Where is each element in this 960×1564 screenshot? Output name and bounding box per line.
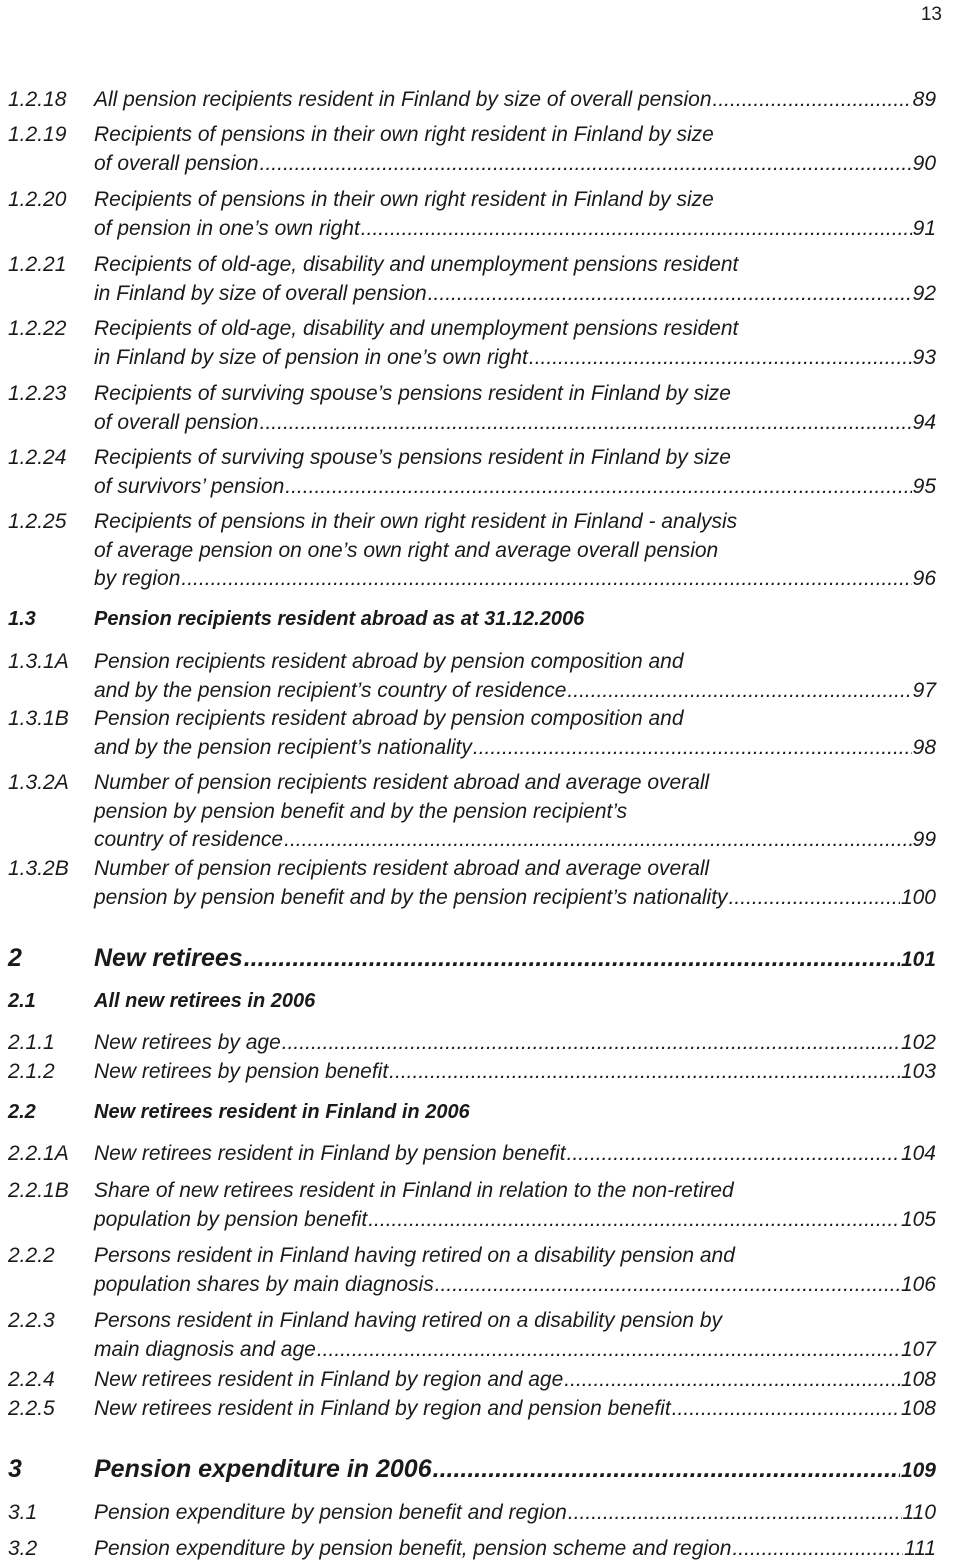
toc-page-number[interactable]: 95	[912, 474, 936, 498]
toc-entry-number: 3.2	[8, 1537, 38, 1560]
toc-dot-leader	[433, 1455, 900, 1484]
toc-entry-title: of overall pension	[94, 151, 259, 175]
toc-entry-body	[94, 987, 936, 1016]
toc-entry-number: 1.3.2A	[8, 771, 69, 794]
toc-entry-title: New retirees resident in Finland by pension benefit	[94, 1142, 566, 1165]
toc-dot-leader	[428, 280, 912, 309]
toc-entry-title: Number of pension recipients resident abroad and average overall	[94, 857, 710, 880]
toc-entry-body	[94, 1535, 936, 1564]
toc-entry-line	[94, 1206, 936, 1235]
toc-entry-number: 1.2.18	[8, 88, 67, 111]
toc-dot-leader	[567, 677, 911, 706]
toc-entry-line	[94, 1455, 936, 1484]
toc-entry-body	[94, 648, 936, 705]
toc-dot-leader	[713, 86, 912, 115]
toc-entry-line	[94, 769, 936, 798]
toc-entry-title: of pension in one’s own right	[94, 216, 360, 240]
toc-entry-line	[94, 186, 936, 215]
toc-entry-number: 1.2.24	[8, 446, 67, 469]
toc-entry-number: 1.3.1A	[8, 650, 69, 673]
toc-page-number[interactable]: 106	[900, 1272, 936, 1296]
toc-entry-body	[94, 1455, 936, 1484]
toc-entry-title: pension by pension benefit and by the pension recipient’s	[94, 799, 628, 823]
toc-dot-leader	[361, 215, 912, 244]
toc-entry-body	[94, 944, 936, 973]
toc-entry-line	[94, 1271, 936, 1300]
toc-entry-line	[94, 987, 936, 1016]
toc-entry-title: Recipients of old-age, disability and unemployment pensions resident	[94, 253, 739, 276]
toc-entry-body	[94, 186, 936, 243]
toc-page-number[interactable]: 90	[912, 151, 936, 175]
toc-entry-title: in Finland by size of pension in one’s own right	[94, 345, 528, 369]
toc-entry-line	[94, 1395, 936, 1424]
toc-entry-line	[94, 1242, 936, 1271]
toc-dot-leader	[389, 1058, 900, 1087]
toc-entry-body	[94, 380, 936, 437]
toc-entry-line	[94, 705, 936, 734]
toc-entry-number: 1.3.1B	[8, 707, 69, 730]
toc-entry-title: Recipients of surviving spouse’s pensions resident in Finland by size	[94, 446, 731, 469]
toc-entry-title: All pension recipients resident in Finland by size of overall pension	[94, 88, 712, 111]
toc-entry-title: Recipients of pensions in their own right resident in Finland by size	[94, 188, 714, 211]
toc-entry-number: 2.2.1B	[8, 1179, 69, 1202]
toc-dot-leader	[529, 344, 912, 373]
toc-dot-leader	[317, 1336, 900, 1365]
toc-entry-title: Pension expenditure by pension benefit and region	[94, 1501, 567, 1524]
toc-entry-line	[94, 280, 936, 309]
toc-page-number[interactable]: 105	[900, 1207, 936, 1231]
toc-dot-leader	[473, 734, 912, 763]
toc-entry-body	[94, 1499, 936, 1528]
toc-entry-line	[94, 855, 936, 884]
toc-entry-line	[94, 1307, 936, 1336]
toc-entry-body	[94, 121, 936, 178]
toc-entry-title: Share of new retirees resident in Finland in relation to the non-retired	[94, 1179, 734, 1202]
toc-entry-body	[94, 86, 936, 115]
toc-entry-title: Pension recipients resident abroad by pension composition and	[94, 650, 684, 673]
toc-page-number[interactable]: 102	[900, 1031, 936, 1054]
toc-entry-line	[94, 826, 936, 855]
toc-page-number[interactable]: 100	[900, 885, 936, 909]
toc-entry-number: 2	[8, 944, 22, 972]
toc-entry-line	[94, 734, 936, 763]
toc-dot-leader	[567, 1140, 900, 1169]
toc-entry-title: Recipients of pensions in their own right resident in Finland - analysis	[94, 510, 738, 533]
toc-entry-line	[94, 1499, 936, 1528]
toc-entry-title: Recipients of pensions in their own right resident in Finland by size	[94, 123, 714, 146]
toc-dot-leader	[564, 1366, 900, 1395]
toc-entry-title: Pension recipients resident abroad as at 31.12.2006	[94, 608, 585, 630]
toc-entry-number: 1.2.19	[8, 123, 67, 146]
toc-entry-line	[94, 444, 936, 473]
toc-entry-line	[94, 565, 936, 594]
toc-entry-body	[94, 605, 936, 634]
toc-entry-line	[94, 251, 936, 280]
toc-entry-number: 2.1.1	[8, 1031, 55, 1054]
toc-entry-title: Recipients of surviving spouse’s pensions resident in Finland by size	[94, 382, 731, 405]
toc-page-number[interactable]: 104	[900, 1142, 936, 1165]
toc-entry-line	[94, 1029, 936, 1058]
toc-entry-line	[94, 1336, 936, 1365]
toc-entry-title: and by the pension recipient’s country of residence	[94, 678, 567, 702]
toc-entry-line	[94, 677, 936, 706]
toc-entry-title: Pension recipients resident abroad by pension composition and	[94, 707, 684, 730]
toc-page-number[interactable]: 99	[912, 828, 936, 851]
toc-page-number[interactable]: 91	[912, 216, 936, 240]
toc-dot-leader	[260, 409, 912, 438]
toc-entry-line	[94, 1366, 936, 1395]
toc-entry-line	[94, 798, 936, 827]
toc-entry-body	[94, 444, 936, 501]
toc-entry-body	[94, 1098, 936, 1127]
toc-entry-title: New retirees by age	[94, 1031, 281, 1054]
toc-dot-leader	[568, 1499, 902, 1528]
toc-entry-title: of overall pension	[94, 410, 259, 434]
toc-entry-title: New retirees by pension benefit	[94, 1060, 389, 1083]
toc-entry-body	[94, 1242, 936, 1299]
toc-entry-title: Persons resident in Finland having retired on a disability pension and	[94, 1244, 735, 1267]
toc-entry-line	[94, 944, 936, 973]
toc-page-number[interactable]: 92	[912, 281, 936, 305]
toc-entry-line	[94, 121, 936, 150]
toc-entry-body	[94, 1029, 936, 1058]
toc-entry-number: 2.2.4	[8, 1368, 55, 1391]
toc-entry-line	[94, 537, 936, 566]
toc-page-number[interactable]: 111	[904, 1537, 936, 1560]
toc-entry-number: 2.1.2	[8, 1060, 55, 1083]
toc-entry-body	[94, 508, 936, 594]
toc-entry-line	[94, 86, 936, 115]
toc-entry-line	[94, 215, 936, 244]
toc-entry-number: 1.2.21	[8, 253, 67, 276]
toc-entry-title: All new retirees in 2006	[94, 990, 316, 1012]
toc-page-number[interactable]: 93	[912, 345, 936, 369]
toc-page-number[interactable]: 96	[912, 567, 936, 590]
toc-entry-body	[94, 1395, 936, 1424]
toc-entry-line	[94, 1177, 936, 1206]
toc-page-number[interactable]: 97	[912, 678, 936, 702]
toc-entry-title: Pension expenditure by pension benefit, pension scheme and region	[94, 1537, 732, 1560]
toc-page-number[interactable]: 101	[900, 948, 936, 971]
toc-entry-line	[94, 150, 936, 179]
toc-entry-line	[94, 1140, 936, 1169]
toc-entry-title: Pension expenditure in 2006	[94, 1455, 432, 1483]
toc-dot-leader	[244, 944, 900, 973]
toc-page-number[interactable]: 89	[912, 88, 936, 111]
toc-entry-line	[94, 380, 936, 409]
toc-entry-line	[94, 315, 936, 344]
toc-page-number[interactable]: 103	[900, 1060, 936, 1083]
toc-entry-line	[94, 1058, 936, 1087]
toc-entry-number: 2.2.5	[8, 1397, 55, 1420]
toc-entry-body	[94, 855, 936, 912]
toc-entry-title: by region	[94, 567, 181, 590]
toc-dot-leader	[181, 565, 911, 594]
toc-entry-number: 2.2.3	[8, 1309, 55, 1332]
toc-dot-leader	[729, 884, 900, 913]
toc-entry-body	[94, 1177, 936, 1234]
toc-entry-number: 1.2.22	[8, 317, 67, 340]
toc-entry-number: 1.2.23	[8, 382, 67, 405]
toc-entry-line	[94, 1098, 936, 1127]
toc-entry-body	[94, 315, 936, 372]
toc-entry-title: population shares by main diagnosis	[94, 1272, 434, 1296]
toc-entry-line	[94, 473, 936, 502]
toc-page-number[interactable]: 109	[900, 1459, 936, 1482]
toc-entry-line	[94, 648, 936, 677]
toc-entry-number: 3	[8, 1455, 22, 1483]
toc-entry-title: population by pension benefit	[94, 1207, 368, 1231]
toc-page-number[interactable]: 108	[900, 1397, 936, 1420]
toc-entry-title: of average pension on one’s own right and average overall pension	[94, 538, 719, 562]
toc-entry-title: New retirees resident in Finland in 2006	[94, 1101, 470, 1123]
toc-page-number[interactable]: 110	[902, 1501, 936, 1524]
toc-entry-title: Persons resident in Finland having retired on a disability pension by	[94, 1309, 723, 1332]
page-number: 13	[920, 4, 942, 25]
toc-entry-number: 1.2.20	[8, 188, 67, 211]
toc-entry-title: country of residence	[94, 828, 284, 851]
toc-entry-number: 2.2.2	[8, 1244, 55, 1267]
toc-entry-title: New retirees	[94, 944, 243, 972]
toc-entry-body	[94, 769, 936, 855]
toc-entry-body	[94, 1366, 936, 1395]
toc-dot-leader	[672, 1395, 900, 1424]
toc-entry-line	[94, 884, 936, 913]
toc-entry-title: and by the pension recipient’s nationality	[94, 735, 472, 759]
toc-entry-title: New retirees resident in Finland by region and age	[94, 1368, 564, 1391]
toc-entry-body	[94, 1140, 936, 1169]
toc-entry-line	[94, 344, 936, 373]
toc-entry-body	[94, 1307, 936, 1364]
toc-dot-leader	[368, 1206, 900, 1235]
toc-entry-title: in Finland by size of overall pension	[94, 281, 427, 305]
toc-dot-leader	[282, 1029, 900, 1058]
toc-entry-number: 1.3	[8, 608, 36, 630]
toc-entry-line	[94, 508, 936, 537]
toc-entry-title: main diagnosis and age	[94, 1337, 316, 1361]
toc-dot-leader	[732, 1535, 903, 1564]
toc-dot-leader	[435, 1271, 900, 1300]
toc-entry-body	[94, 705, 936, 762]
toc-entry-number: 2.2.1A	[8, 1142, 69, 1165]
toc-entry-title: Number of pension recipients resident abroad and average overall	[94, 771, 710, 794]
toc-entry-title: pension by pension benefit and by the pension recipient’s nationality	[94, 885, 728, 909]
toc-entry-number: 1.3.2B	[8, 857, 69, 880]
toc-entry-number: 2.1	[8, 990, 36, 1012]
toc-entry-number: 1.2.25	[8, 510, 67, 533]
toc-entry-number: 2.2	[8, 1101, 36, 1123]
toc-entry-title: New retirees resident in Finland by region and pension benefit	[94, 1397, 671, 1420]
toc-entry-body	[94, 1058, 936, 1087]
toc-page-number[interactable]: 98	[912, 735, 936, 759]
toc-entry-body	[94, 251, 936, 308]
toc-dot-leader	[284, 826, 912, 855]
toc-entry-line	[94, 1535, 936, 1564]
toc-entry-line	[94, 409, 936, 438]
toc-page-number[interactable]: 94	[912, 410, 936, 434]
toc-entry-title: Recipients of old-age, disability and unemployment pensions resident	[94, 317, 739, 340]
toc-page-number[interactable]: 108	[900, 1368, 936, 1391]
toc-entry-number: 3.1	[8, 1501, 38, 1524]
toc-page-number[interactable]: 107	[900, 1337, 936, 1361]
toc-dot-leader	[285, 473, 911, 502]
toc-entry-line	[94, 605, 936, 634]
toc-dot-leader	[260, 150, 912, 179]
toc-entry-title: of survivors’ pension	[94, 474, 285, 498]
